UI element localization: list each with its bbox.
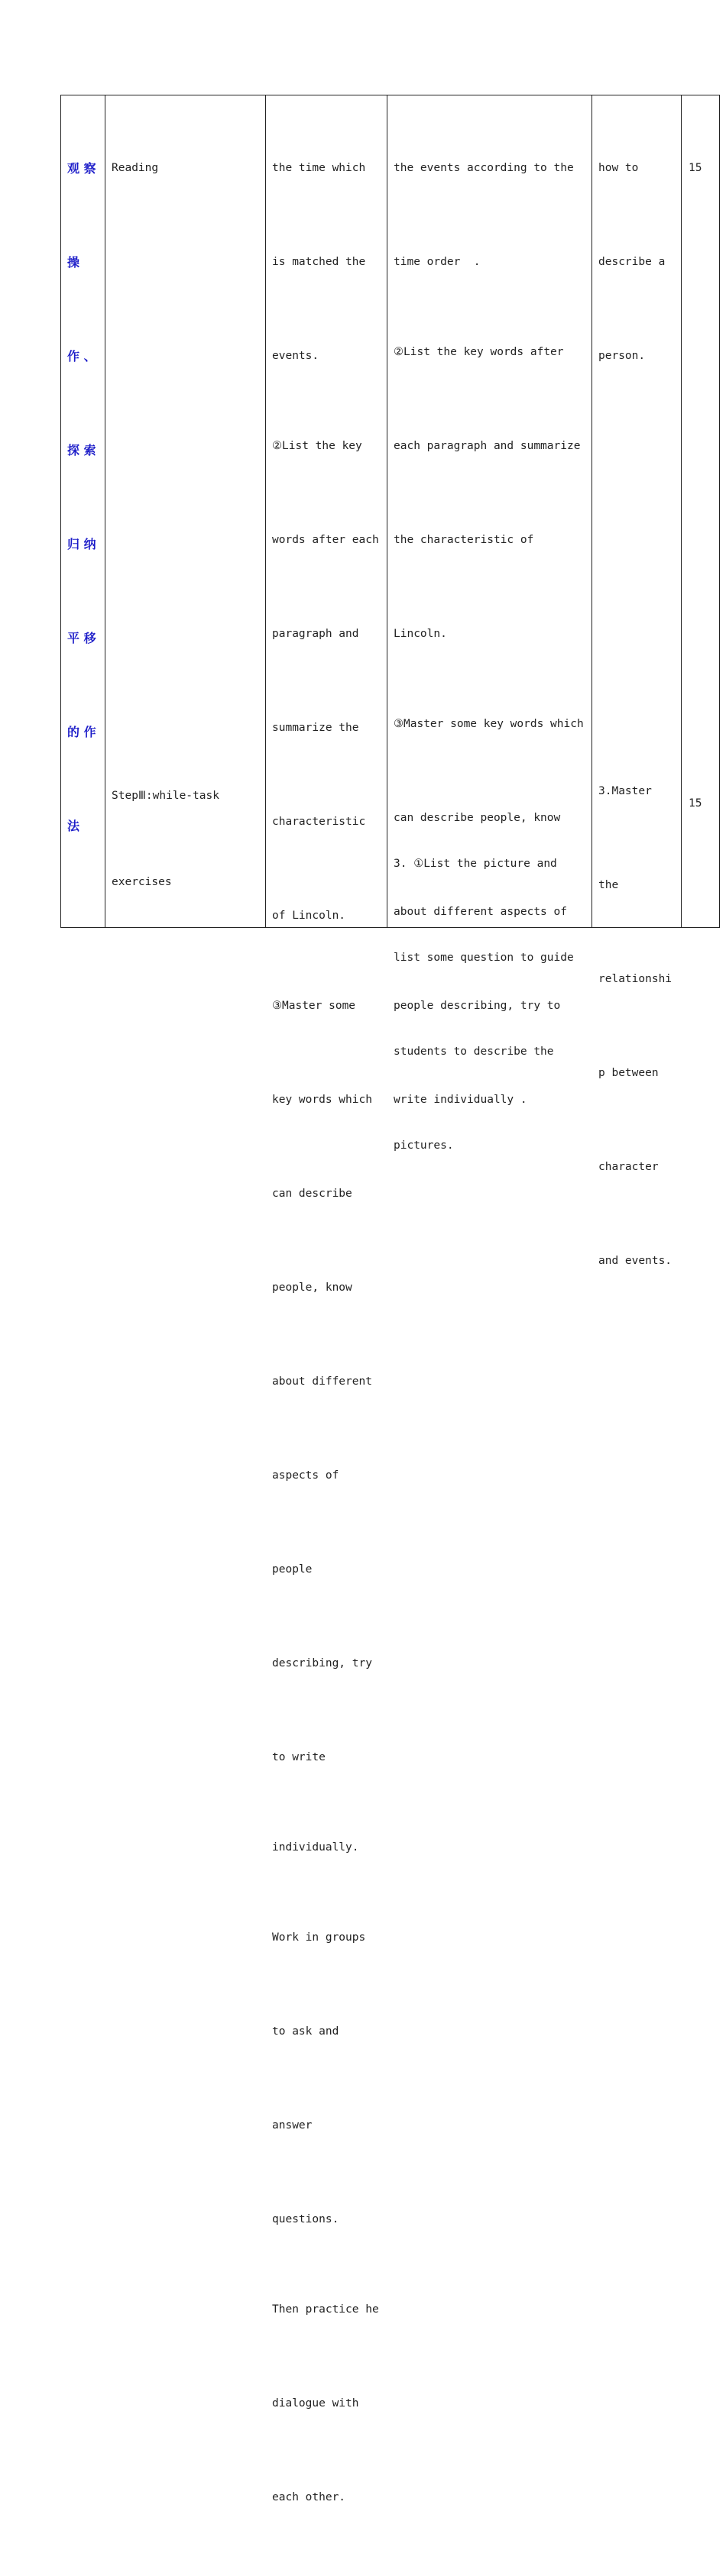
time-minutes-1: 15 xyxy=(689,162,702,174)
student-activities: the time which is matched the events. ②List the key words after each paragraph and summarize the characteristic of Lincoln. ③Master some key words which can describe people, know about different aspects of people describing, try to write individually. Work in groups to ask and answer questions. Then practice he dialogue with each other. xyxy=(272,162,379,2503)
time-minutes-2: 15 xyxy=(689,797,702,810)
teacher-activities-step3: 3. ①List the picture and list some question to guide students to describe the pictures. xyxy=(394,858,574,1152)
lesson-plan-table xyxy=(60,95,720,2503)
purpose-step3: 3.Master the relationshi p between character and events. xyxy=(598,785,673,1267)
column-divider xyxy=(681,95,682,927)
teacher-activities: the events according to the time order . ②List the key words after each paragraph and summarize the characteristic of Lincoln. ③Master some key words which can describe people, know about different aspects of people describing, try to write individually . xyxy=(394,162,584,1106)
column-divider xyxy=(265,95,266,927)
purpose-top: how to describe a person. xyxy=(598,162,666,362)
step-while-task: StepⅢ:while-task exercises xyxy=(112,790,219,888)
step-reading: Reading xyxy=(112,162,159,174)
column-divider xyxy=(591,95,592,927)
stage-label: 观 察 操 作 、 探 索 归 纳 平 移 的 作 法 xyxy=(67,161,96,833)
